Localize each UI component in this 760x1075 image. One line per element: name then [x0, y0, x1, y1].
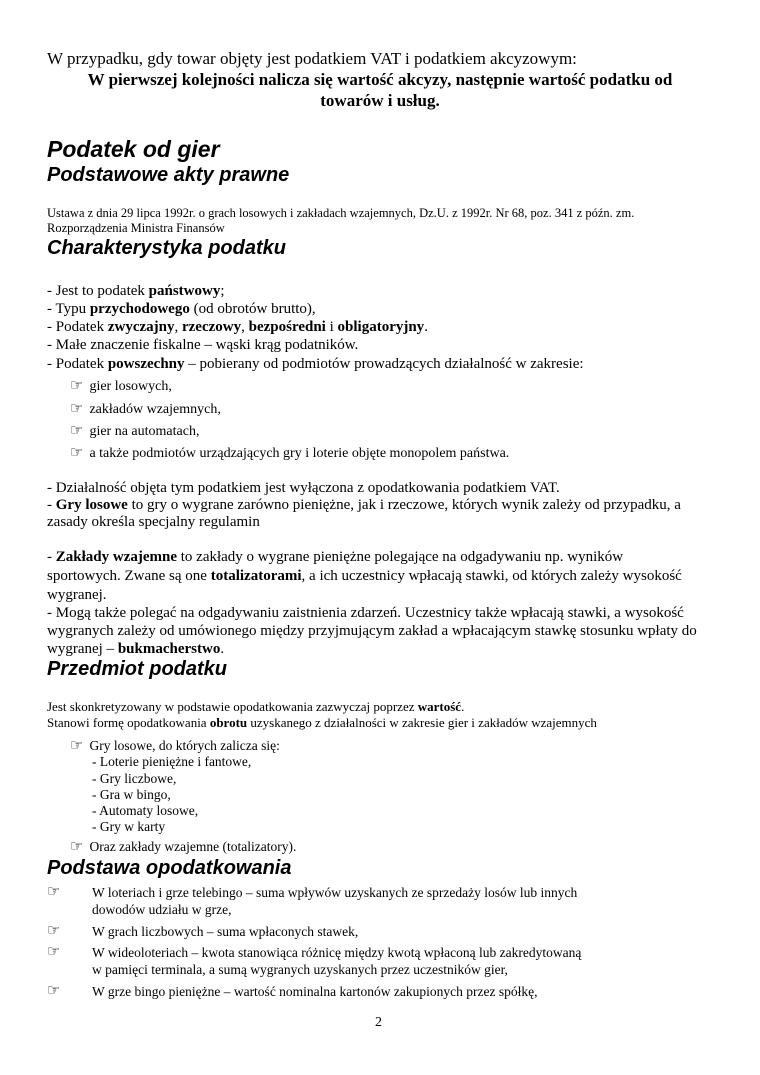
pointing-hand-icon: ☞	[47, 882, 61, 900]
pointing-hand-icon: ☞	[70, 736, 84, 754]
zaklady-line-5: wygranych zależy od umówionego między przyjmującym zakład a wpłacającym stawkę stosunku wpłaty do	[47, 623, 697, 639]
akty-line-2: Rozporządzenia Ministra Finansów	[47, 221, 225, 235]
char-bullet-2: ☞ zakładów wzajemnych,	[70, 399, 221, 417]
przedmiot-heading: Przedmiot podatku	[47, 658, 228, 680]
char-line-3: - Podatek zwyczajny, rzeczowy, bezpośredni i obligatoryjny.	[47, 319, 428, 335]
page-number: 2	[375, 1015, 382, 1030]
podstawa-item-4: W grze bingo pieniężne – wartość nominalna kartonów zakupionych przez spółkę,	[92, 984, 538, 999]
zaklady-line-4: - Mogą także polegać na odgadywaniu zaistnienia zdarzeń. Uczestnicy także wpłacają stawki, a wysokość	[47, 605, 684, 621]
przedmiot-line-2: Stanowi formę opodatkowania obrotu uzyskanego z działalności w zakresie gier i zakładów wzajemnych	[47, 715, 597, 730]
pointing-hand-icon: ☞	[70, 421, 84, 439]
dzialalnosc-line: - Działalność objęta tym podatkiem jest wyłączona z opodatkowania podatkiem VAT.	[47, 480, 560, 496]
przedmiot-line-1: Jest skonkretyzowany w podstawie opodatkowania zazwyczaj poprzez wartość.	[47, 699, 465, 714]
gry-subitem-5: - Gry w karty	[92, 819, 166, 834]
akty-heading: Podstawowe akty prawne	[47, 164, 290, 186]
podstawa-heading: Podstawa opodatkowania	[47, 857, 292, 879]
char-bullet-3: ☞ gier na automatach,	[70, 421, 200, 439]
pointing-hand-icon: ☞	[47, 921, 61, 939]
pointing-hand-icon: ☞	[70, 443, 84, 461]
pointing-hand-icon: ☞	[47, 942, 61, 960]
intro-bold-1: W pierwszej kolejności nalicza się wartość akcyzy, następnie wartość podatku od	[87, 70, 673, 89]
gry-subitem-1: - Loterie pieniężne i fantowe,	[92, 754, 252, 769]
pointing-hand-icon: ☞	[70, 399, 84, 417]
podstawa-item-3b: w pamięci terminala, a sumą wygranych uzyskanych przez uczestników gier,	[92, 962, 508, 977]
intro-text: W przypadku, gdy towar objęty jest podatkiem VAT i podatkiem akcyzowym:	[47, 49, 577, 68]
gry-subitem-2: - Gry liczbowe,	[92, 771, 177, 786]
podstawa-item-3a: W wideoloteriach – kwota stanowiąca różnicę między kwotą wpłaconą lub zakredytowaną	[92, 945, 582, 960]
pointing-hand-icon: ☞	[70, 376, 84, 394]
zaklady-line-3: wygranej.	[47, 587, 107, 603]
gry-losowe-line-1: - Gry losowe to gry o wygrane zarówno pieniężne, jak i rzeczowe, których wynik zależy od przypadku, a	[47, 497, 681, 513]
char-line-4: - Małe znaczenie fiskalne – wąski krąg podatników.	[47, 337, 359, 353]
zaklady-line-2: sportowych. Zwane są one totalizatorami, a ich uczestnicy wpłacają stawki, od których zależy wysokość	[47, 568, 682, 584]
char-line-2: - Typu przychodowego (od obrotów brutto),	[47, 301, 316, 317]
section-title: Podatek od gier	[47, 136, 220, 162]
charakterystyka-heading: Charakterystyka podatku	[47, 237, 286, 259]
gry-losowe-line-2: zasady określa specjalny regulamin	[47, 514, 260, 530]
zaklady-bullet: ☞ Oraz zakłady wzajemne (totalizatory).	[70, 837, 297, 855]
pointing-hand-icon: ☞	[70, 837, 84, 855]
zaklady-line-1: - Zakłady wzajemne to zakłady o wygrane pieniężne polegające na odgadywaniu np. wyników	[47, 549, 624, 565]
zaklady-line-6: wygranej – bukmacherstwo.	[47, 641, 225, 657]
akty-line-1: Ustawa z dnia 29 lipca 1992r. o grach losowych i zakładach wzajemnych, Dz.U. z 1992r. Nr 68, poz. 341 z późn. zm.	[47, 206, 635, 220]
char-line-1: - Jest to podatek państwowy;	[47, 283, 225, 299]
podstawa-item-1a: W loteriach i grze telebingo – suma wpływów uzyskanych ze sprzedaży losów lub innych	[92, 885, 578, 900]
char-line-5: - Podatek powszechny – pobierany od podmiotów prowadzących działalność w zakresie:	[47, 356, 584, 372]
char-bullet-1: ☞ gier losowych,	[70, 376, 172, 394]
gry-losowe-bullet: ☞ Gry losowe, do których zalicza się:	[70, 736, 280, 754]
gry-subitem-3: - Gra w bingo,	[92, 787, 171, 802]
podstawa-item-2: W grach liczbowych – suma wpłaconych stawek,	[92, 924, 359, 939]
char-bullet-4: ☞ a także podmiotów urządzających gry i loterie objęte monopolem państwa.	[70, 443, 510, 461]
intro-bold-2: towarów i usług.	[320, 91, 440, 110]
pointing-hand-icon: ☞	[47, 981, 61, 999]
podstawa-item-1b: dowodów udziału w grze,	[92, 902, 232, 917]
gry-subitem-4: - Automaty losowe,	[92, 803, 199, 818]
